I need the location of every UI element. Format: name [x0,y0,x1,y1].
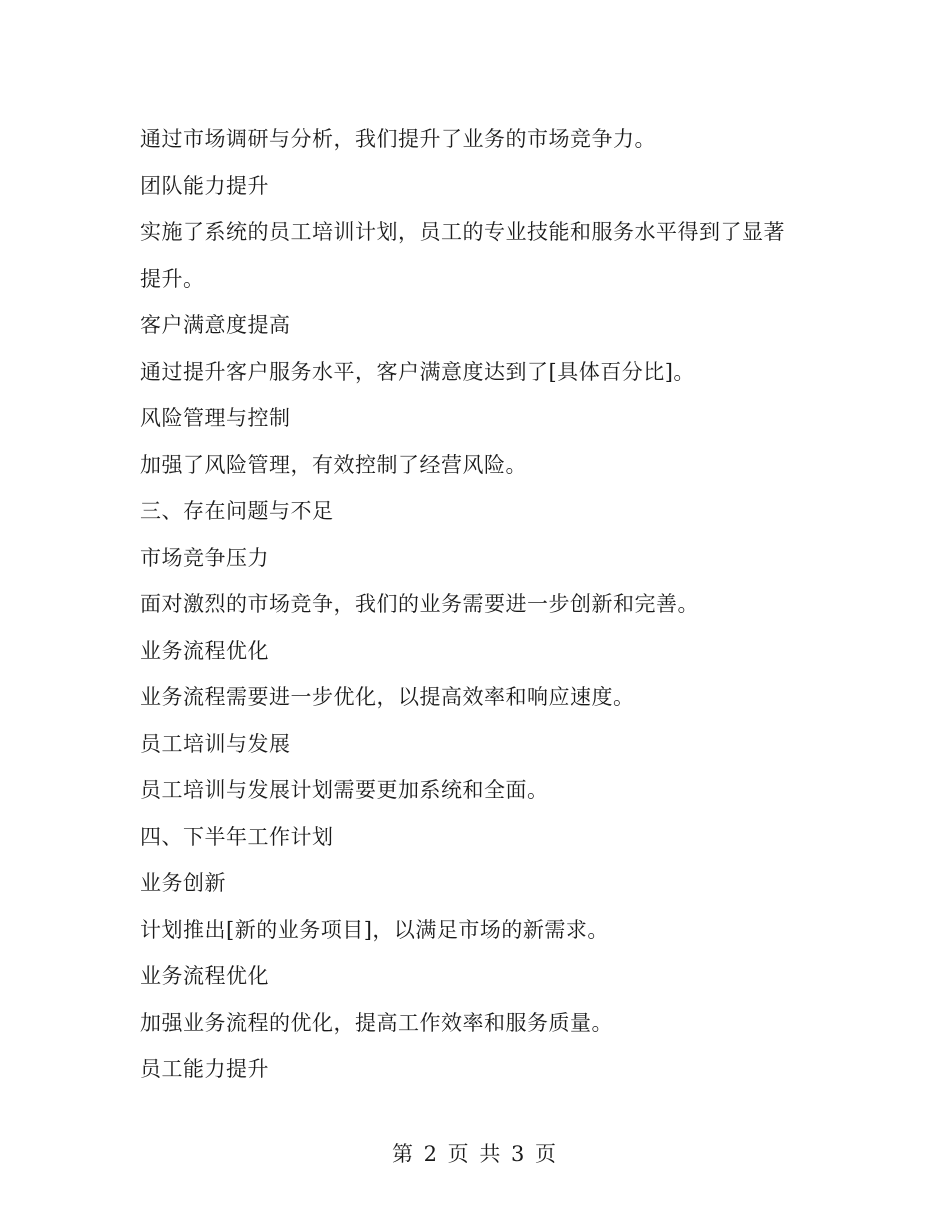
body-line: 计划推出[新的业务项目]，以满足市场的新需求。 [140,917,609,942]
section-heading: 客户满意度提高 [140,313,291,337]
section-heading: 业务流程优化 [140,638,269,663]
section-heading: 团队能力提升 [140,173,269,198]
body-line: 通过市场调研与分析，我们提升了业务的市场竞争力。 [140,127,656,151]
document-body [140,116,820,1093]
section-heading: 员工培训与发展 [140,731,291,756]
section-heading: 风险管理与控制 [140,406,291,430]
body-line: 加强了风险管理，有效控制了经营风险。 [140,452,527,477]
body-line: 提升。 [140,266,205,291]
chapter-heading: 四、下半年工作计划 [140,824,334,849]
section-heading: 市场竞争压力 [140,545,269,570]
body-line: 面对激烈的市场竞争，我们的业务需要进一步创新和完善。 [140,592,699,616]
body-line: 实施了系统的员工培训计划，员工的专业技能和服务水平得到了显著 [140,220,785,244]
section-heading: 员工能力提升 [140,1057,269,1081]
body-line: 员工培训与发展计划需要更加系统和全面。 [140,778,549,802]
body-line: 加强业务流程的优化，提高工作效率和服务质量。 [140,1010,613,1035]
page-number-label: 第 2 页 共 3 页 [391,1142,559,1166]
body-line: 通过提升客户服务水平，客户满意度达到了[具体百分比]。 [140,359,695,384]
section-heading: 业务流程优化 [140,964,269,988]
body-line: 业务流程需要进一步优化，以提高效率和响应速度。 [140,685,635,709]
section-heading: 业务创新 [140,871,226,895]
page-footer [0,1138,950,1168]
chapter-heading: 三、存在问题与不足 [140,499,334,523]
